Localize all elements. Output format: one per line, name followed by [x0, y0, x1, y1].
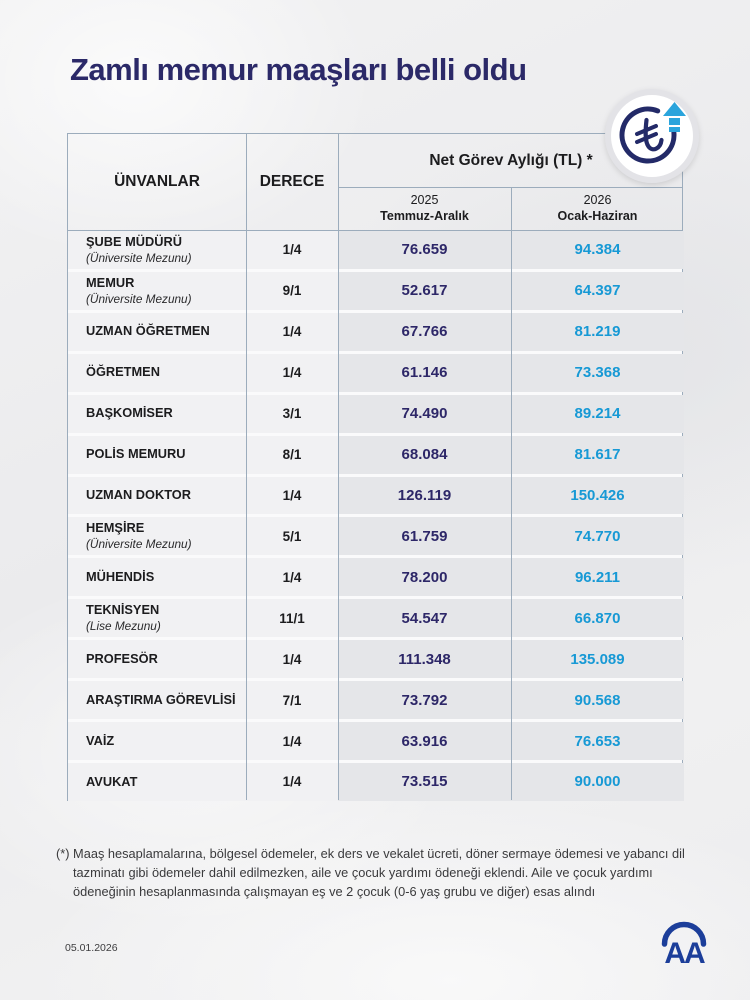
table-row — [68, 354, 682, 392]
row-title: HEMŞİRE — [86, 520, 145, 536]
anadolu-agency-logo — [658, 918, 710, 968]
row-derece: 9/1 — [246, 272, 338, 310]
row-title-cell — [68, 272, 246, 310]
row-title: AVUKAT — [86, 773, 138, 789]
row-value-2025: 67.766 — [338, 313, 511, 351]
row-derece: 1/4 — [246, 763, 338, 801]
row-title-cell — [68, 681, 246, 719]
row-title: ÖĞRETMEN — [86, 364, 160, 380]
row-subtitle: (Üniversite Mezunu) — [86, 537, 192, 552]
row-value-2025: 76.659 — [338, 231, 511, 269]
aa-logo-svg — [658, 918, 710, 968]
row-derece: 1/4 — [246, 558, 338, 596]
row-value-2026: 90.568 — [511, 681, 684, 719]
row-title-cell — [68, 395, 246, 433]
row-value-2025: 61.146 — [338, 354, 511, 392]
table-row — [68, 395, 682, 433]
lira-increase-icon-svg — [604, 88, 700, 184]
row-title: TEKNİSYEN — [86, 602, 160, 618]
row-value-2026: 135.089 — [511, 640, 684, 678]
row-value-2025: 63.916 — [338, 722, 511, 760]
salary-table — [67, 133, 683, 801]
row-title: UZMAN ÖĞRETMEN — [86, 323, 210, 339]
column-divider-2 — [338, 134, 339, 800]
row-title: POLİS MEMURU — [86, 446, 186, 462]
row-title: MEMUR — [86, 274, 135, 290]
table-body — [68, 231, 682, 801]
row-value-2026: 90.000 — [511, 763, 684, 801]
row-value-2025: 68.084 — [338, 436, 511, 474]
row-derece: 7/1 — [246, 681, 338, 719]
row-title-cell — [68, 231, 246, 269]
row-title-cell — [68, 477, 246, 515]
row-title: ARAŞTIRMA GÖREVLİSİ — [86, 691, 236, 707]
row-value-2025: 54.547 — [338, 599, 511, 637]
row-subtitle: (Lise Mezunu) — [86, 618, 161, 633]
row-title-cell — [68, 354, 246, 392]
lira-increase-icon — [604, 88, 700, 184]
column-header-derece: DERECE — [259, 173, 325, 190]
year-2026: 2026 — [583, 192, 612, 207]
row-value-2026: 73.368 — [511, 354, 684, 392]
table-row — [68, 313, 682, 351]
row-value-2025: 73.515 — [338, 763, 511, 801]
table-header — [68, 134, 682, 231]
row-derece: 1/4 — [246, 640, 338, 678]
row-title: BAŞKOMİSER — [86, 405, 173, 421]
table-row — [68, 558, 682, 596]
table-row — [68, 681, 682, 719]
table-row — [68, 231, 682, 269]
column-divider-1 — [246, 134, 247, 800]
row-title-cell — [68, 517, 246, 555]
row-value-2025: 52.617 — [338, 272, 511, 310]
row-value-2026: 89.214 — [511, 395, 684, 433]
row-value-2025: 74.490 — [338, 395, 511, 433]
row-derece: 5/1 — [246, 517, 338, 555]
table-row — [68, 517, 682, 555]
column-header-2026 — [511, 187, 684, 230]
year-2025: 2025 — [410, 192, 439, 207]
range-2026: Ocak-Haziran — [557, 208, 638, 223]
row-subtitle: (Üniversite Mezunu) — [86, 250, 192, 265]
row-value-2025: 78.200 — [338, 558, 511, 596]
group-header-label: Net Görev Aylığı (TL) * — [429, 151, 593, 169]
table-row — [68, 722, 682, 760]
row-derece: 1/4 — [246, 354, 338, 392]
row-derece: 1/4 — [246, 722, 338, 760]
row-title: UZMAN DOKTOR — [86, 487, 191, 503]
page-title: Zamlı memur maaşları belli oldu — [70, 52, 527, 87]
svg-text:AA: AA — [664, 937, 704, 968]
row-title-cell — [68, 436, 246, 474]
row-derece: 11/1 — [246, 599, 338, 637]
row-value-2026: 150.426 — [511, 477, 684, 515]
table-row — [68, 477, 682, 515]
range-2025: Temmuz-Aralık — [380, 208, 469, 223]
row-derece: 1/4 — [246, 313, 338, 351]
row-value-2025: 111.348 — [338, 640, 511, 678]
row-title: MÜHENDİS — [86, 569, 155, 585]
row-title-cell — [68, 313, 246, 351]
table-row — [68, 640, 682, 678]
row-value-2026: 64.397 — [511, 272, 684, 310]
row-title: VAİZ — [86, 732, 115, 748]
row-derece: 1/4 — [246, 231, 338, 269]
row-title-cell — [68, 558, 246, 596]
row-value-2026: 96.211 — [511, 558, 684, 596]
row-value-2026: 81.219 — [511, 313, 684, 351]
group-header-divider — [338, 187, 682, 188]
table-row — [68, 763, 682, 801]
row-value-2026: 81.617 — [511, 436, 684, 474]
row-value-2026: 94.384 — [511, 231, 684, 269]
row-value-2025: 61.759 — [338, 517, 511, 555]
row-value-2026: 76.653 — [511, 722, 684, 760]
publish-date: 05.01.2026 — [65, 942, 118, 954]
row-derece: 8/1 — [246, 436, 338, 474]
table-row — [68, 436, 682, 474]
row-title-cell — [68, 763, 246, 801]
row-title: PROFESÖR — [86, 650, 158, 666]
column-header-2025 — [338, 187, 511, 230]
row-title-cell — [68, 640, 246, 678]
row-derece: 1/4 — [246, 477, 338, 515]
footnote: (*) Maaş hesaplamalarına, bölgesel ödemeler, ek ders ve vekalet ücreti, döner sermaye ödemesi ve yabancı dil tazminatı gibi ödemeler dahil edilmezken, aile ve çocuk yardımı ödeneği eklendi. Aile ve çocuk yardımı ödeneğinin hesaplanmasında çalışmayan eş ve 2 çocuk (0-6 yaş grubu ve diğer) esas alındı — [56, 846, 685, 900]
row-title-cell — [68, 722, 246, 760]
row-value-2026: 66.870 — [511, 599, 684, 637]
column-divider-3 — [511, 187, 512, 800]
row-value-2026: 74.770 — [511, 517, 684, 555]
row-derece: 3/1 — [246, 395, 338, 433]
row-value-2025: 126.119 — [338, 477, 511, 515]
row-subtitle: (Üniversite Mezunu) — [86, 291, 192, 306]
row-title: ŞUBE MÜDÜRÜ — [86, 233, 182, 249]
row-value-2025: 73.792 — [338, 681, 511, 719]
table-row — [68, 599, 682, 637]
table-row — [68, 272, 682, 310]
row-title-cell — [68, 599, 246, 637]
column-header-unvanlar: ÜNVANLAR — [114, 173, 200, 190]
